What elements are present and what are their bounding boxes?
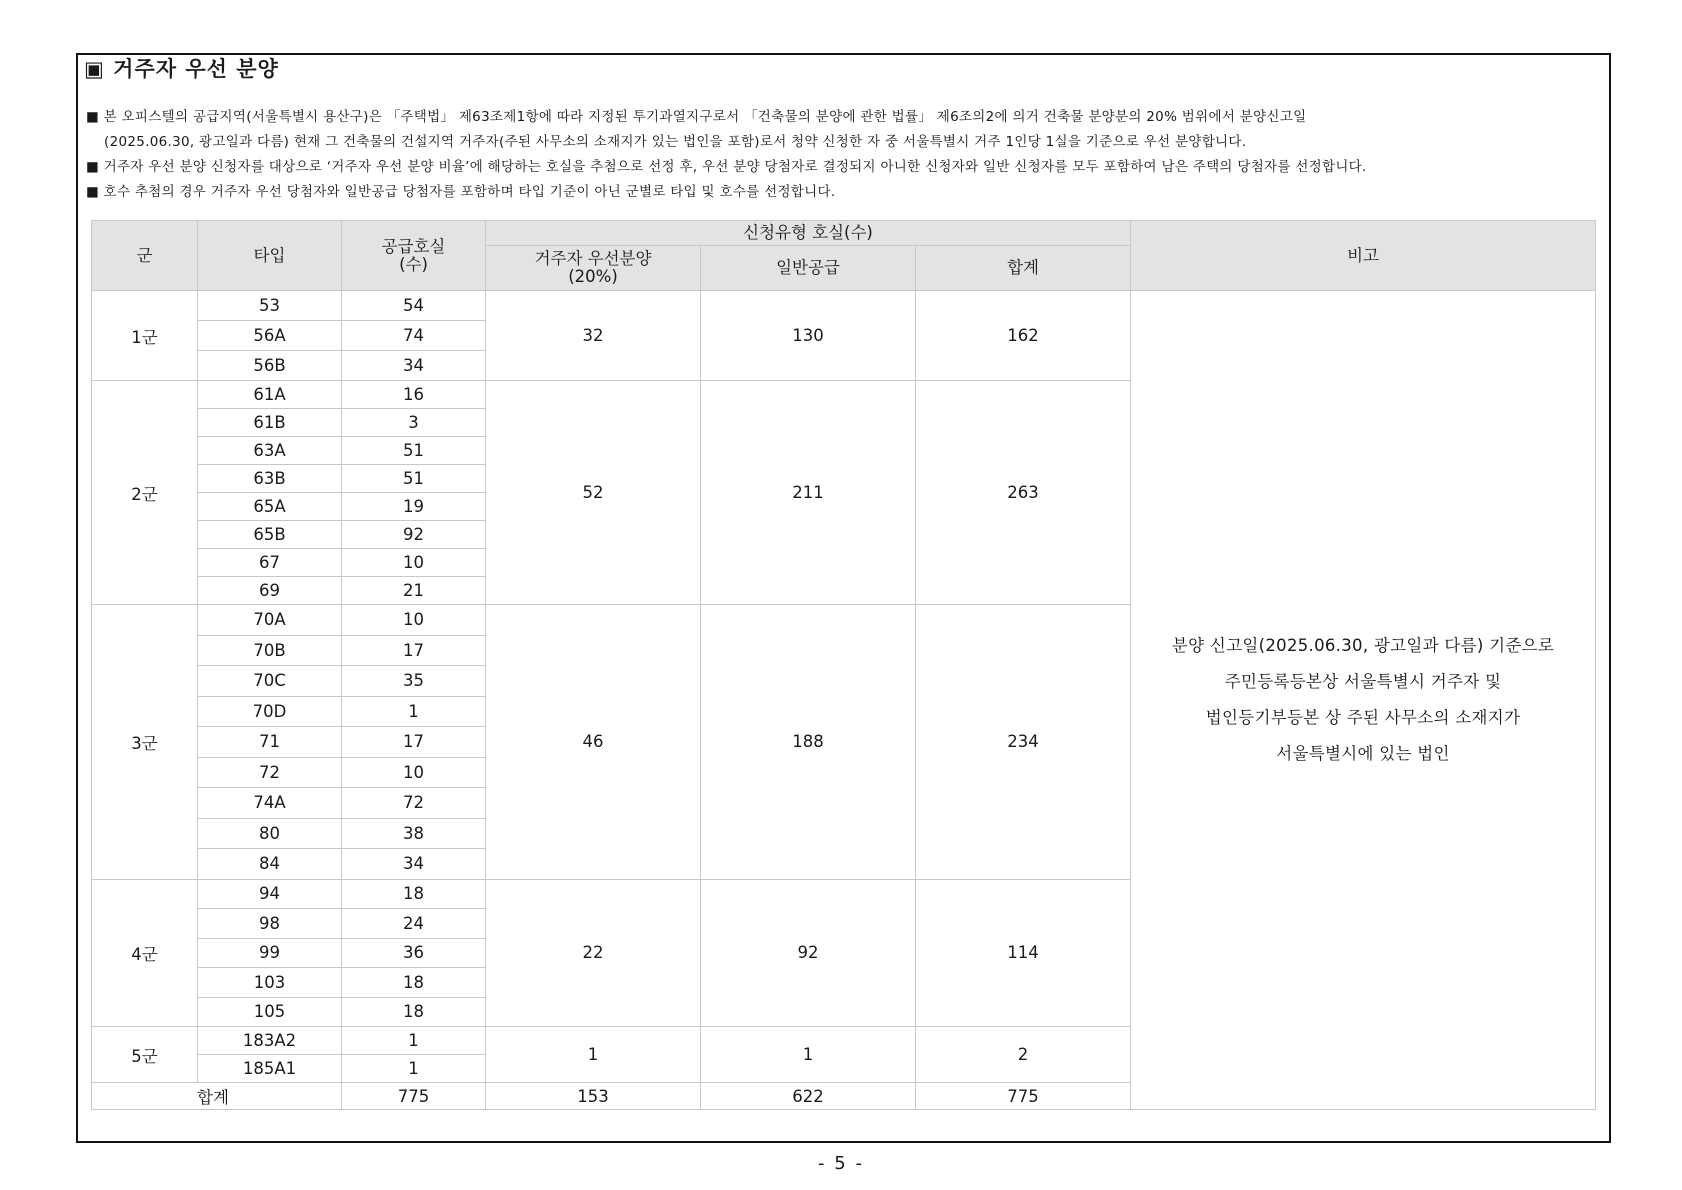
supply-units-cell: 36	[342, 938, 486, 968]
totals-label-cell: 합계	[92, 1083, 342, 1110]
supply-units-cell: 10	[342, 549, 486, 577]
type-cell: 65A	[198, 493, 342, 521]
type-cell: 80	[198, 818, 342, 849]
header-group: 군	[92, 221, 198, 291]
supply-units-cell: 21	[342, 577, 486, 605]
supply-units-cell: 24	[342, 909, 486, 939]
header-remarks: 비고	[1131, 221, 1596, 291]
note-line: (2025.06.30, 광고일과 다름) 현재 그 건축물의 건설지역 거주자(주된 사무소의 소재지가 있는 법인을 포함)로서 청약 신청한 자 중 서울특별시 거주 1인당 1실을 기준으로 우선 분양합니다.	[104, 134, 1247, 150]
supply-units-cell: 1	[342, 1055, 486, 1083]
supply-units-cell: 51	[342, 437, 486, 465]
type-cell: 63A	[198, 437, 342, 465]
totals-general-cell: 622	[701, 1083, 916, 1110]
type-cell: 103	[198, 968, 342, 998]
group-total-cell: 234	[916, 605, 1131, 880]
type-cell: 65B	[198, 521, 342, 549]
type-cell: 70B	[198, 635, 342, 666]
remarks-cell: 분양 신고일(2025.06.30, 광고일과 다름) 기준으로 주민등록등본상 서울특별시 거주자 및 법인등기부등본 상 주된 사무소의 소재지가 서울특별시에 있는 법인	[1131, 291, 1596, 1110]
supply-units-cell: 10	[342, 605, 486, 636]
group-cell: 1군	[92, 291, 198, 381]
note-line: ■ 거주자 우선 분양 신청자를 대상으로 ‘거주자 우선 분양 비율’에 해당하는 호실을 추첨으로 선정 후, 우선 분양 당첨자로 결정되지 아니한 신청자와 일반 신청자를 모두 포함하여 남은 주택의 당첨자를 선정합니다.	[86, 159, 1367, 175]
section-title: ▣ 거주자 우선 분양	[84, 57, 279, 81]
supply-units-cell: 17	[342, 727, 486, 758]
type-cell: 185A1	[198, 1055, 342, 1083]
type-cell: 98	[198, 909, 342, 939]
group-cell: 5군	[92, 1027, 198, 1083]
supply-units-cell: 54	[342, 291, 486, 321]
supply-units-cell: 10	[342, 757, 486, 788]
general-supply-cell: 92	[701, 879, 916, 1027]
supply-units-cell: 74	[342, 321, 486, 351]
group-total-cell: 2	[916, 1027, 1131, 1083]
page-number: - 5 -	[818, 1153, 864, 1174]
supply-units-cell: 19	[342, 493, 486, 521]
totals-units-cell: 775	[342, 1083, 486, 1110]
type-cell: 61A	[198, 381, 342, 409]
type-cell: 53	[198, 291, 342, 321]
type-cell: 74A	[198, 788, 342, 819]
resident-priority-cell: 46	[486, 605, 701, 880]
type-cell: 67	[198, 549, 342, 577]
supply-units-cell: 34	[342, 351, 486, 381]
supply-units-cell: 16	[342, 381, 486, 409]
group-total-cell: 162	[916, 291, 1131, 381]
supply-units-cell: 18	[342, 968, 486, 998]
type-cell: 63B	[198, 465, 342, 493]
header-application-type: 신청유형 호실(수)	[486, 221, 1131, 246]
supply-units-cell: 17	[342, 635, 486, 666]
type-cell: 70A	[198, 605, 342, 636]
supply-units-cell: 72	[342, 788, 486, 819]
supply-units-cell: 38	[342, 818, 486, 849]
type-cell: 105	[198, 997, 342, 1027]
header-general-supply: 일반공급	[701, 246, 916, 291]
type-cell: 70C	[198, 666, 342, 697]
header-type: 타입	[198, 221, 342, 291]
supply-units-cell: 92	[342, 521, 486, 549]
group-cell: 4군	[92, 879, 198, 1027]
note-line: ■ 호수 추첨의 경우 거주자 우선 당첨자와 일반공급 당첨자를 포함하며 타입 기준이 아닌 군별로 타입 및 호수를 선정합니다.	[86, 184, 836, 200]
totals-priority-cell: 153	[486, 1083, 701, 1110]
group-cell: 2군	[92, 381, 198, 605]
type-cell: 61B	[198, 409, 342, 437]
resident-priority-cell: 52	[486, 381, 701, 605]
general-supply-cell: 1	[701, 1027, 916, 1083]
type-cell: 72	[198, 757, 342, 788]
resident-priority-cell: 1	[486, 1027, 701, 1083]
header-total: 합계	[916, 246, 1131, 291]
totals-total-cell: 775	[916, 1083, 1131, 1110]
supply-units-cell: 1	[342, 1027, 486, 1055]
supply-units-cell: 35	[342, 666, 486, 697]
notes-block	[86, 105, 1606, 205]
general-supply-cell: 211	[701, 381, 916, 605]
header-resident-priority: 거주자 우선분양 (20%)	[486, 246, 701, 291]
type-cell: 71	[198, 727, 342, 758]
table-body	[92, 291, 1596, 1110]
table-row	[92, 291, 1596, 321]
group-total-cell: 263	[916, 381, 1131, 605]
header-supply-units: 공급호실 (수)	[342, 221, 486, 291]
supply-units-cell: 3	[342, 409, 486, 437]
supply-units-cell: 1	[342, 696, 486, 727]
type-cell: 183A2	[198, 1027, 342, 1055]
document-frame	[76, 53, 1611, 1143]
group-total-cell: 114	[916, 879, 1131, 1027]
supply-units-cell: 51	[342, 465, 486, 493]
type-cell: 56B	[198, 351, 342, 381]
general-supply-cell: 130	[701, 291, 916, 381]
supply-units-cell: 34	[342, 849, 486, 880]
type-cell: 69	[198, 577, 342, 605]
group-cell: 3군	[92, 605, 198, 880]
note-line: ■ 본 오피스텔의 공급지역(서울특별시 용산구)은 「주택법」 제63조제1항에 따라 지정된 투기과열지구로서 「건축물의 분양에 관한 법률」 제6조의2에 의거 건축물 분양분의 20% 범위에서 분양신고일	[86, 109, 1307, 125]
supply-units-cell: 18	[342, 997, 486, 1027]
type-cell: 94	[198, 879, 342, 909]
type-cell: 99	[198, 938, 342, 968]
resident-priority-cell: 22	[486, 879, 701, 1027]
type-cell: 56A	[198, 321, 342, 351]
general-supply-cell: 188	[701, 605, 916, 880]
supply-units-cell: 18	[342, 879, 486, 909]
resident-priority-cell: 32	[486, 291, 701, 381]
type-cell: 70D	[198, 696, 342, 727]
type-cell: 84	[198, 849, 342, 880]
supply-table	[91, 220, 1596, 1110]
